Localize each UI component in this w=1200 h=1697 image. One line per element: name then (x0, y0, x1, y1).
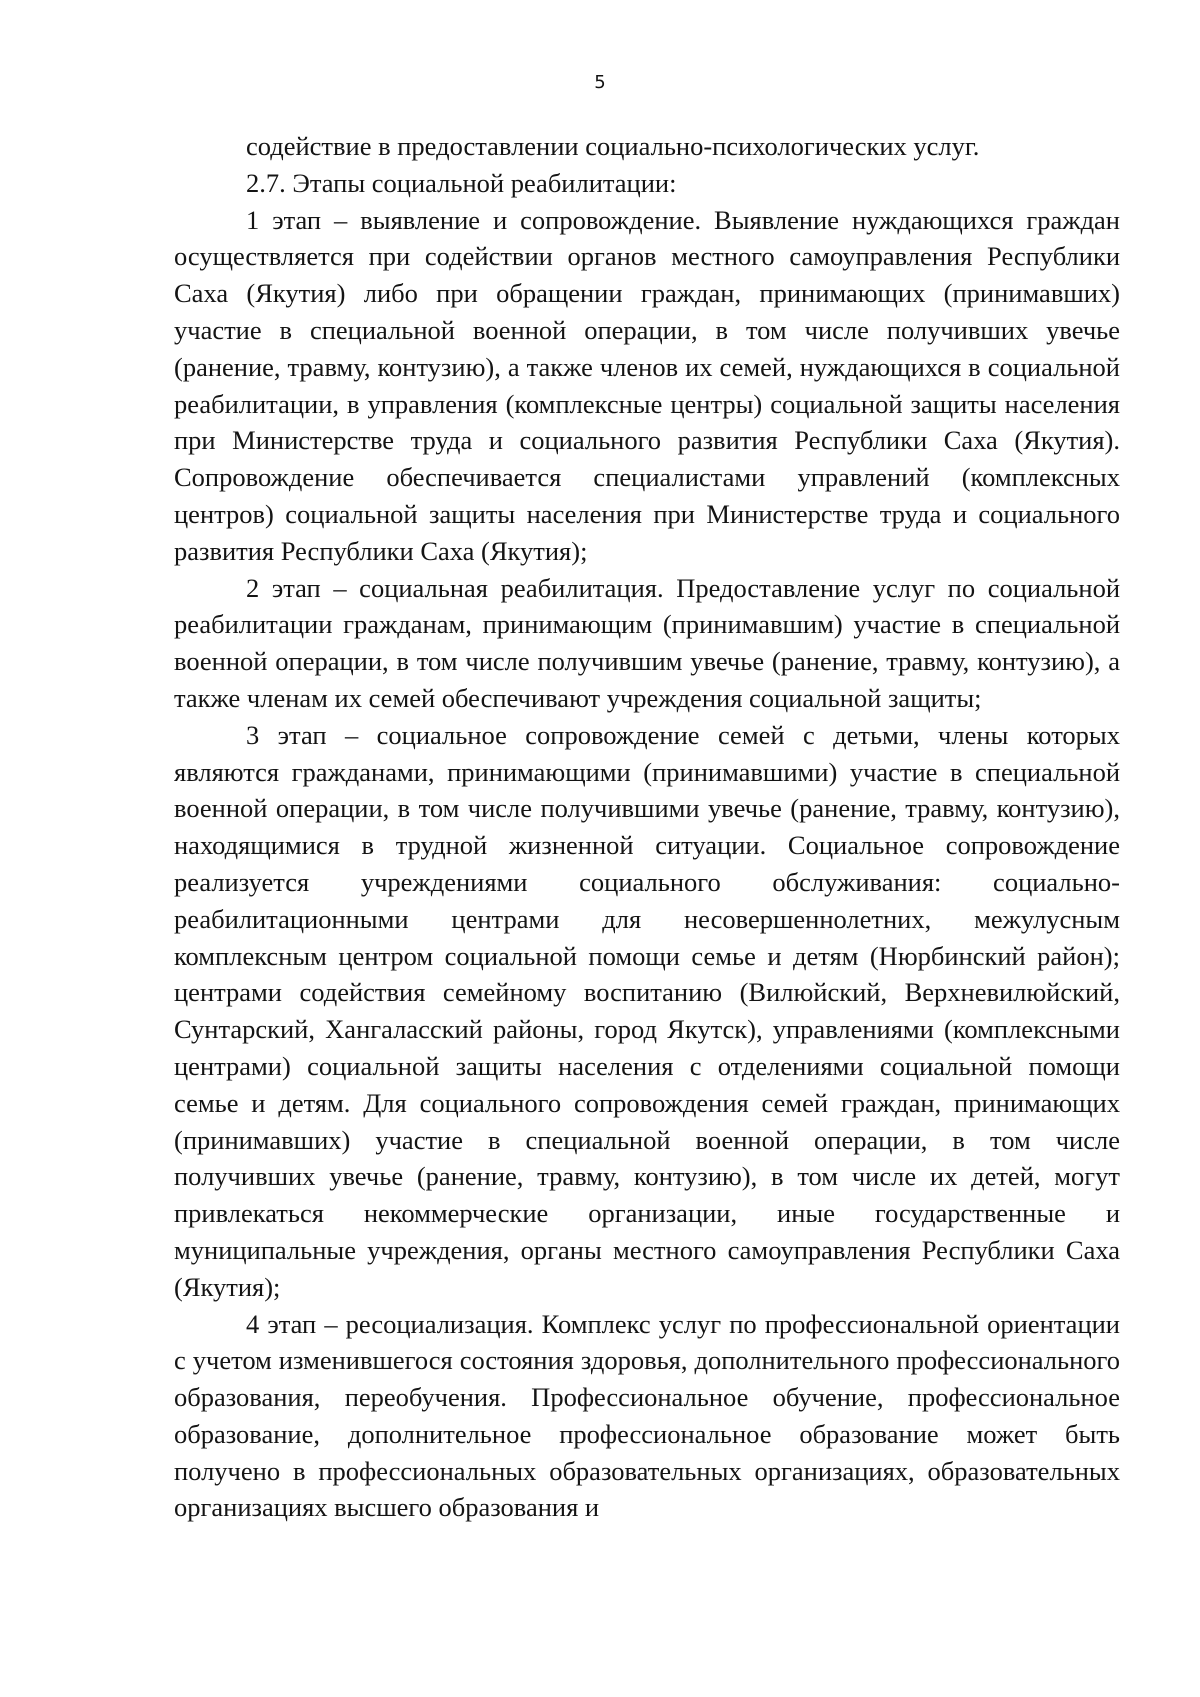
paragraph-continuation: содействие в предоставлении социально-психологических услуг. (246, 131, 980, 161)
paragraph-stage-3: 3 этап – социальное сопровождение семей с детьми, члены которых являются гражданами, принимающими (принимавшими) участие в специальной военной операции, в том числе получившими увечье (ранение, травму, контузию), находящимися в трудной жизненной ситуации. Социальное сопровождение реализуется учреждениями социального обслуживания: социально-реабилитационными центрами для несовершеннолетних, межулусным комплексным центром социальной помощи семье и детям (Нюрбинский район); центрами содействия семейному воспитанию (Вилюйский, Верхневилюйский, Сунтарский, Хангаласский районы, город Якутск), управлениями (комплексными центрами) социальной защиты населения с отделениями социальной помощи семье и детям. Для социального сопровождения семей граждан, принимающих (принимавших) участие в специальной военной операции, в том числе получивших увечье (ранение, травму, контузию), в том числе их детей, могут привлекаться некоммерческие организации, иные государственные и муниципальные учреждения, органы местного самоуправления Республики Саха (Якутия); (174, 719, 1120, 1302)
paragraph-stage-2: 2 этап – социальная реабилитация. Предоставление услуг по социальной реабилитации гражданам, принимающим (принимавшим) участие в специальной военной операции, в том числе получившим увечье (ранение, травму, контузию), а также членам их семей обеспечивают учреждения социальной защиты; (174, 572, 1120, 713)
paragraph-stage-1: 1 этап – выявление и сопровождение. Выявление нуждающихся граждан осуществляется при содействии органов местного самоуправления Республики Саха (Якутия) либо при обращении граждан, принимающих (принимавших) участие в специальной военной операции, в том числе получивших увечье (ранение, травму, контузию), а также членов их семей, нуждающихся в социальной реабилитации, в управления (комплексные центры) социальной защиты населения при Министерстве труда и социального развития Республики Саха (Якутия). Сопровождение обеспечивается специалистами управлений (комплексных центров) социальной защиты населения при Министерстве труда и социального развития Республики Саха (Якутия); (174, 204, 1120, 566)
paragraph-stage-4: 4 этап – ресоциализация. Комплекс услуг по профессиональной ориентации с учетом изменившегося состояния здоровья, дополнительного профессионального образования, переобучения. Профессиональное обучение, профессиональное образование, дополнительное профессиональное образование может быть получено в профессиональных образовательных организациях, образовательных организациях высшего образования и (174, 1308, 1120, 1523)
section-heading-2-7: 2.7. Этапы социальной реабилитации: (246, 167, 677, 198)
document-body (174, 128, 1120, 1526)
page-number: 5 (594, 72, 606, 93)
